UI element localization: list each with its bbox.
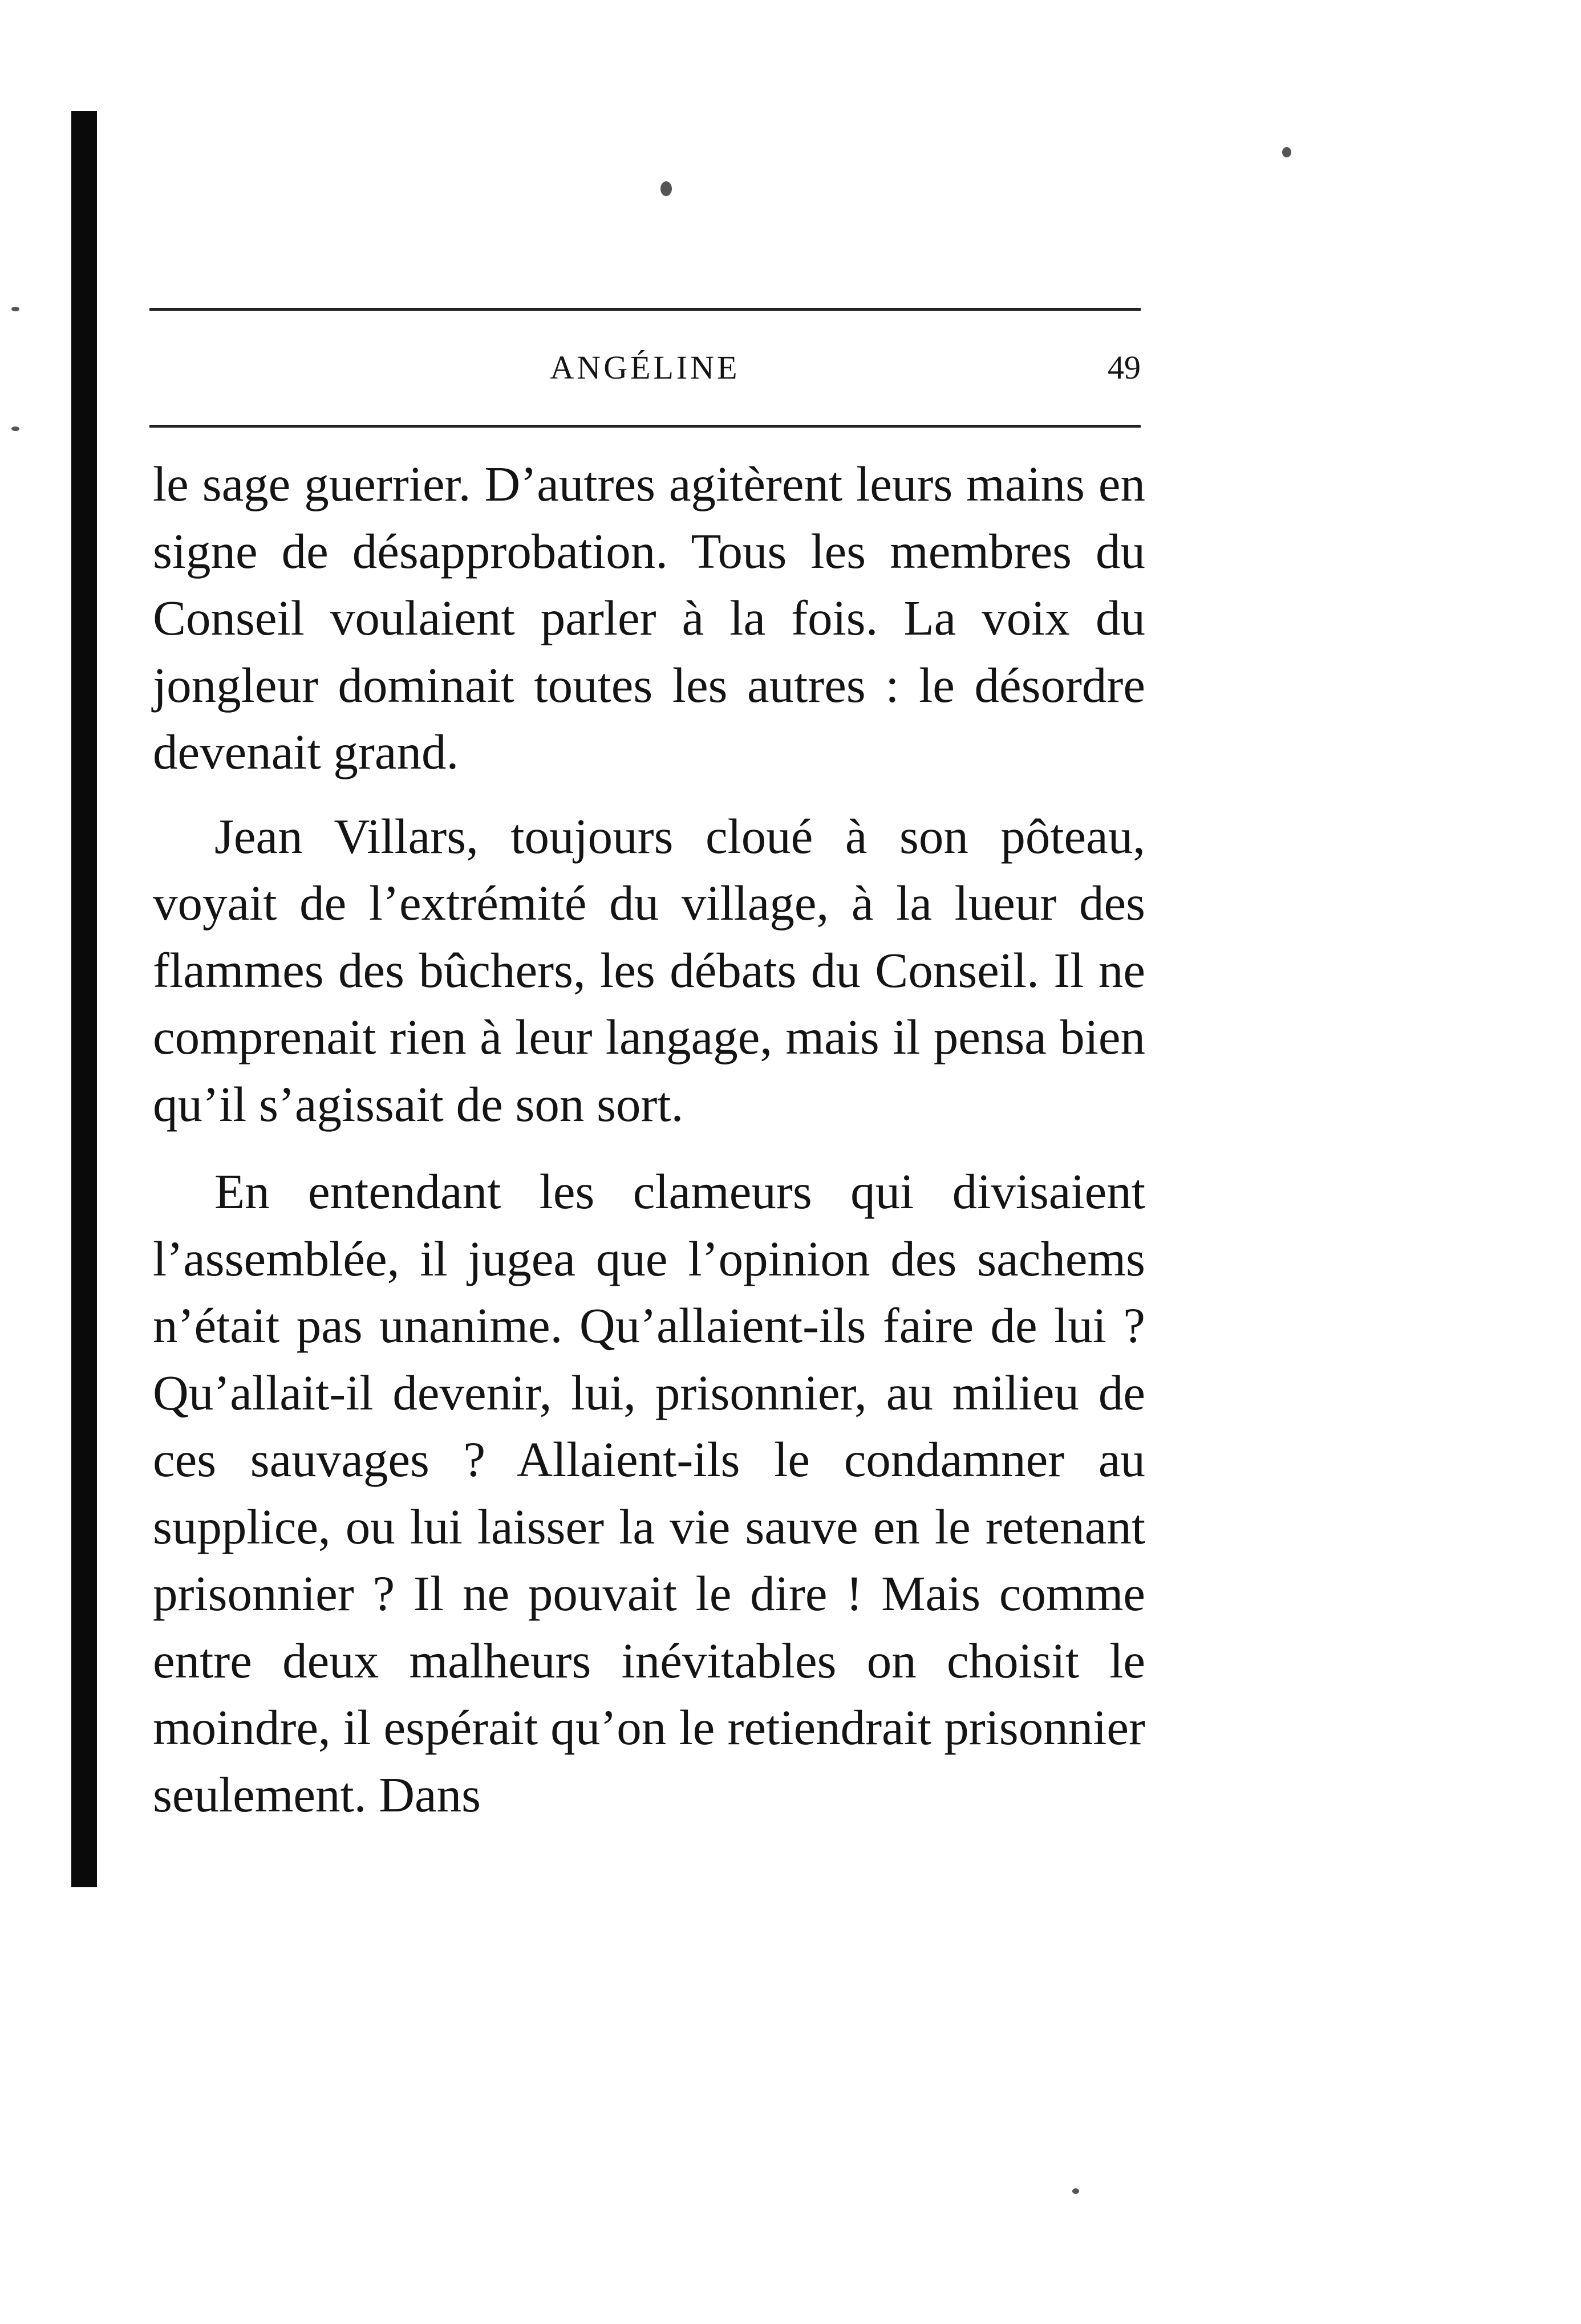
paragraph-1: le sage guerrier. D’autres agitèrent leurs mains en signe de désapprobation. Tous les membres du Conseil voulaient parler à la fois. La voix du jongleur dominait toutes les autres : le désordre devenait grand. — [153, 456, 1145, 779]
running-title: ANGÉLINE — [550, 349, 740, 386]
ink-speck — [11, 307, 19, 311]
paragraph-3: En entendant les clameurs qui divisaient l’assemblée, il jugea que l’opinion des sachems n’était pas unanime. Qu’allaient-ils faire de lui ? Qu’allait-il devenir, lui, prisonnier, au milieu de ces sauvages ? Allaient-ils le condamner au supplice, ou lui laisser la vie sauve en le retenant prisonnier ? Il ne pouvait le dire ! Mais comme entre deux malheurs inévitables on choisit le moindre, il espérait qu’on le retiendrait prisonnier seulement. Dans — [153, 1164, 1145, 1822]
body-text — [153, 450, 1145, 1828]
header-rule-bottom — [149, 425, 1141, 428]
ink-speck — [1282, 147, 1291, 157]
ink-speck — [660, 181, 672, 196]
header-rule-top — [149, 308, 1141, 311]
paragraph-2: Jean Villars, toujours cloué à son pôteau, voyait de l’extrémité du village, à la lueur des flammes des bûchers, les débats du Conseil. Il ne comprenait rien à leur langage, mais il pensa bien qu’il s’agissait de son sort. — [153, 808, 1145, 1132]
ink-speck — [1072, 2188, 1079, 2194]
running-head — [149, 345, 1141, 391]
page-number: 49 — [1108, 349, 1141, 386]
scan-binding-edge — [71, 111, 97, 1887]
ink-speck — [11, 426, 19, 431]
